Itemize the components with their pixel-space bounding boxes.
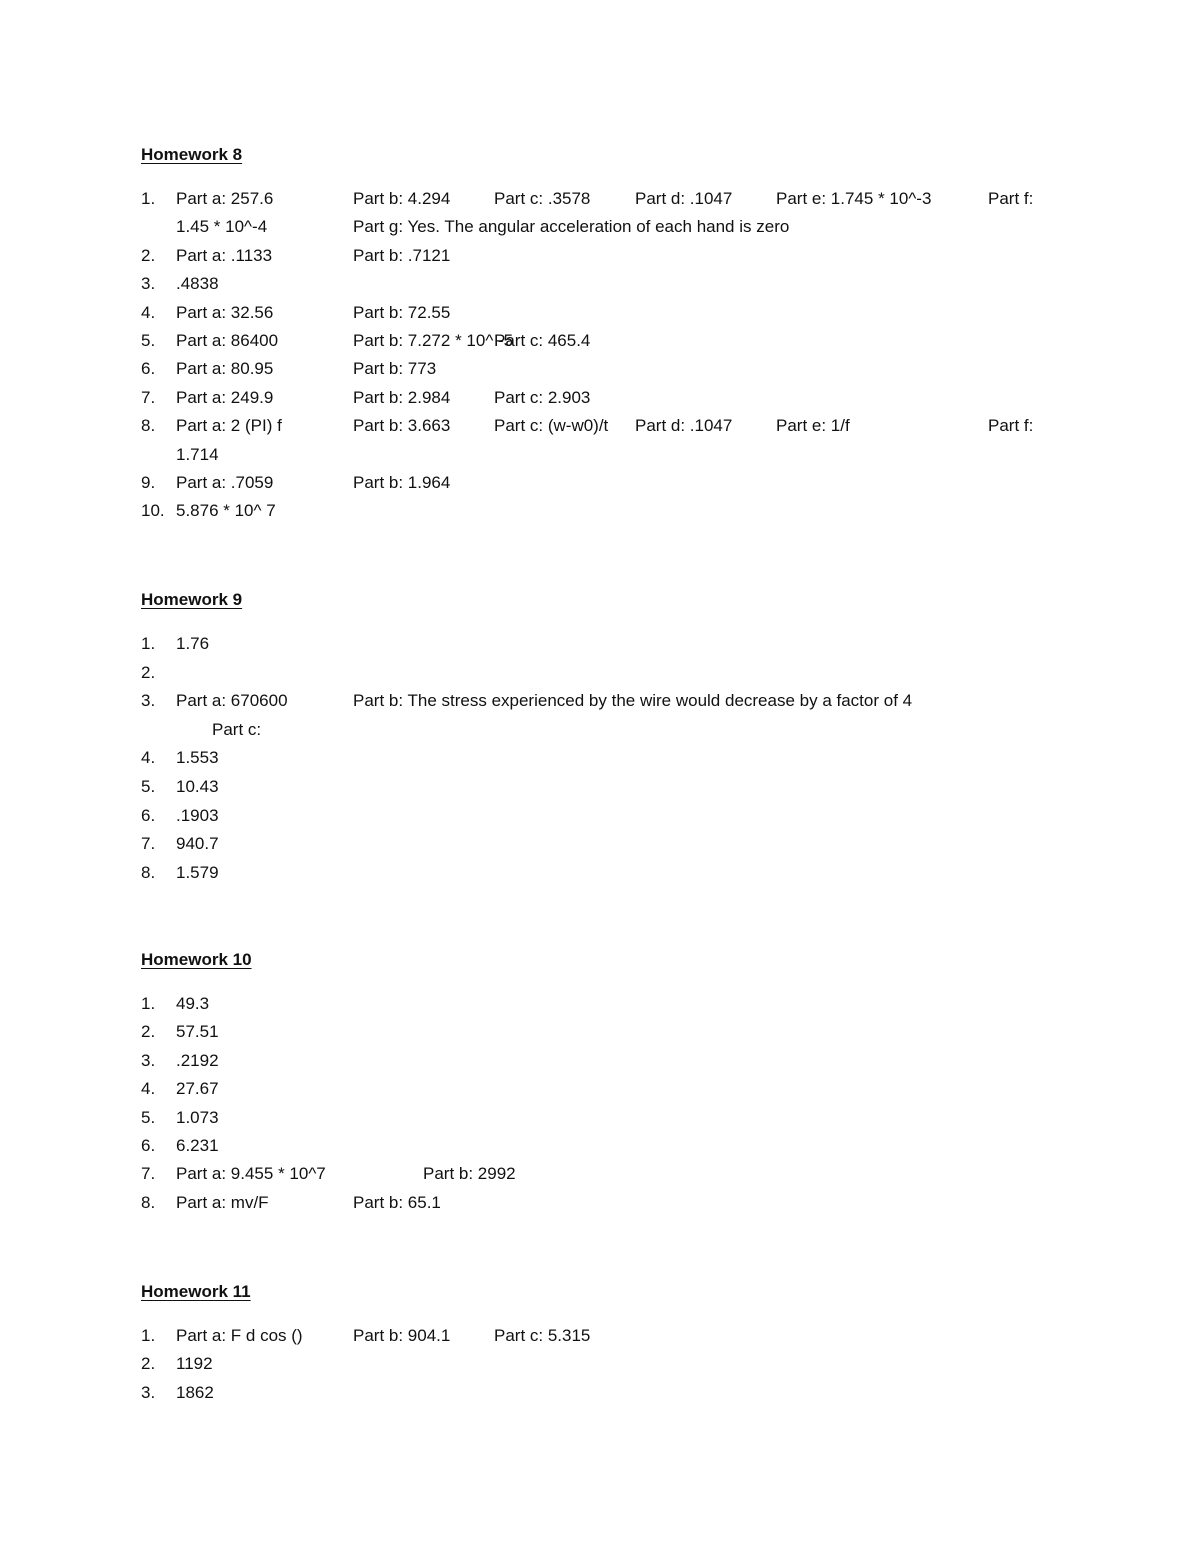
list-item [0, 691, 1200, 719]
answer-part: Part f: [988, 189, 1034, 208]
homework-11-title: Homework 11 [141, 1282, 251, 1301]
item-number: 8. [141, 1192, 156, 1212]
item-number: 4. [141, 1079, 156, 1099]
answer-part: Part c: 5.315 [494, 1326, 591, 1345]
item-number: 6. [141, 1136, 156, 1155]
answer-part: 49.3 [176, 994, 210, 1013]
item-number: 3. [141, 691, 156, 711]
answer-part: Part b: 1.964 [353, 473, 451, 492]
list-item [0, 303, 1200, 331]
answer-part: Part a: 2 (PI) f [176, 416, 282, 436]
answer-part: .1903 [176, 805, 219, 825]
list-item [0, 1326, 1200, 1354]
answer-part: 1862 [176, 1382, 214, 1402]
list-item [0, 777, 1200, 805]
answer-part: 1.45 * 10^-4 [176, 217, 268, 237]
answer-part: Part a: 249.9 [176, 387, 274, 407]
item-number: 1. [141, 634, 156, 653]
list-item [0, 1108, 1200, 1136]
item-number: 7. [141, 387, 156, 407]
answer-part: 1.553 [176, 748, 219, 768]
list-item [0, 473, 1200, 501]
answer-part: Part c: .3578 [494, 189, 591, 208]
item-number: 5. [141, 1107, 156, 1127]
list-item [0, 246, 1200, 274]
item-number: 2. [141, 662, 156, 682]
list-item [0, 1354, 1200, 1382]
answer-part: Part a: 670600 [176, 691, 288, 711]
answer-part: Part a: .1133 [176, 245, 273, 265]
answer-part: Part e: 1/f [776, 416, 850, 436]
list-item [0, 217, 1200, 245]
list-item [0, 416, 1200, 444]
answer-part: Part b: 65.1 [353, 1192, 441, 1212]
answer-part: Part d: .1047 [635, 189, 733, 208]
answer-part: Part e: 1.745 * 10^-3 [776, 189, 932, 208]
item-number: 2. [141, 245, 156, 265]
item-number: 2. [141, 1022, 156, 1042]
item-number: 6. [141, 359, 156, 379]
list-item [0, 834, 1200, 862]
answer-part: Part b: 72.55 [353, 302, 451, 322]
item-number: 1. [141, 1326, 156, 1345]
answer-part: 10.43 [176, 777, 219, 796]
answer-part: Part b: 2992 [423, 1164, 516, 1184]
answer-part: 5.876 * 10^ 7 [176, 501, 276, 521]
item-number: 6. [141, 805, 156, 825]
item-number: 1. [141, 994, 156, 1013]
answer-part: 1.073 [176, 1107, 219, 1127]
answer-part: Part a: 80.95 [176, 359, 274, 379]
list-item [0, 331, 1200, 359]
answer-part: Part f: [988, 416, 1034, 436]
answer-part: 1.714 [176, 444, 219, 464]
list-item [0, 1164, 1200, 1192]
list-item [0, 189, 1200, 217]
list-item [0, 748, 1200, 776]
list-item [0, 445, 1200, 473]
list-item [0, 806, 1200, 834]
item-number: 5. [141, 331, 156, 350]
item-number: 1. [141, 189, 156, 208]
item-number: 10. [141, 501, 165, 521]
list-item [0, 1193, 1200, 1221]
item-number: 2. [141, 1354, 156, 1374]
answer-part: Part a: .7059 [176, 473, 274, 492]
answer-part: Part a: 9.455 * 10^7 [176, 1164, 326, 1184]
answer-part: Part a: 86400 [176, 331, 279, 350]
item-number: 8. [141, 416, 156, 436]
answer-part: Part b: 904.1 [353, 1326, 451, 1345]
list-item [0, 1051, 1200, 1079]
answer-part: 940.7 [176, 834, 219, 854]
item-number: 3. [141, 1050, 156, 1070]
answer-part: 6.231 [176, 1136, 219, 1155]
list-item [0, 720, 1200, 748]
list-item [0, 1383, 1200, 1411]
item-number: 4. [141, 302, 156, 322]
list-item [0, 634, 1200, 662]
answer-part: .4838 [176, 274, 219, 294]
answer-part: Part c: (w-w0)/t [494, 416, 609, 436]
answer-part: Part d: .1047 [635, 416, 733, 436]
answer-part: Part b: 7.272 * 10^ -5 [353, 331, 514, 350]
item-number: 9. [141, 473, 156, 492]
list-item [0, 359, 1200, 387]
answer-part: Part a: 32.56 [176, 302, 274, 322]
answer-part: Part b: 3.663 [353, 416, 451, 436]
answer-part: 1192 [176, 1354, 213, 1374]
list-item [0, 501, 1200, 529]
answer-part: Part g: Yes. The angular acceleration of each hand is zero [353, 217, 790, 237]
answer-part: Part b: 4.294 [353, 189, 451, 208]
answer-part: Part c: 2.903 [494, 387, 591, 407]
list-item [0, 663, 1200, 691]
item-number: 4. [141, 748, 156, 768]
answer-part: Part c: 465.4 [494, 331, 591, 350]
answer-part: Part a: mv/F [176, 1192, 269, 1212]
answer-part: 57.51 [176, 1022, 219, 1042]
homework-10-title: Homework 10 [141, 950, 252, 969]
list-item [0, 863, 1200, 891]
item-number: 3. [141, 274, 156, 294]
answer-part: Part c: [212, 719, 262, 739]
answer-part: Part a: 257.6 [176, 189, 274, 208]
answer-part: Part b: 2.984 [353, 387, 451, 407]
answer-part: 1.76 [176, 634, 210, 653]
list-item [0, 1136, 1200, 1164]
list-item [0, 994, 1200, 1022]
homework-9-title: Homework 9 [141, 590, 243, 609]
answer-part: Part a: F d cos () [176, 1326, 303, 1345]
homework-8-title: Homework 8 [141, 145, 243, 164]
item-number: 3. [141, 1382, 156, 1402]
list-item [0, 1079, 1200, 1107]
answer-part: 1.579 [176, 862, 219, 882]
answer-part: Part b: 773 [353, 359, 437, 379]
list-item [0, 274, 1200, 302]
list-item [0, 1022, 1200, 1050]
answer-part: Part b: The stress experienced by the wire would decrease by a factor of 4 [353, 691, 913, 711]
item-number: 8. [141, 862, 156, 882]
list-item [0, 388, 1200, 416]
answer-part: .2192 [176, 1050, 219, 1070]
answer-part: Part b: .7121 [353, 245, 451, 265]
answer-part: 27.67 [176, 1079, 219, 1099]
item-number: 7. [141, 1164, 156, 1184]
item-number: 7. [141, 834, 156, 854]
item-number: 5. [141, 777, 156, 796]
